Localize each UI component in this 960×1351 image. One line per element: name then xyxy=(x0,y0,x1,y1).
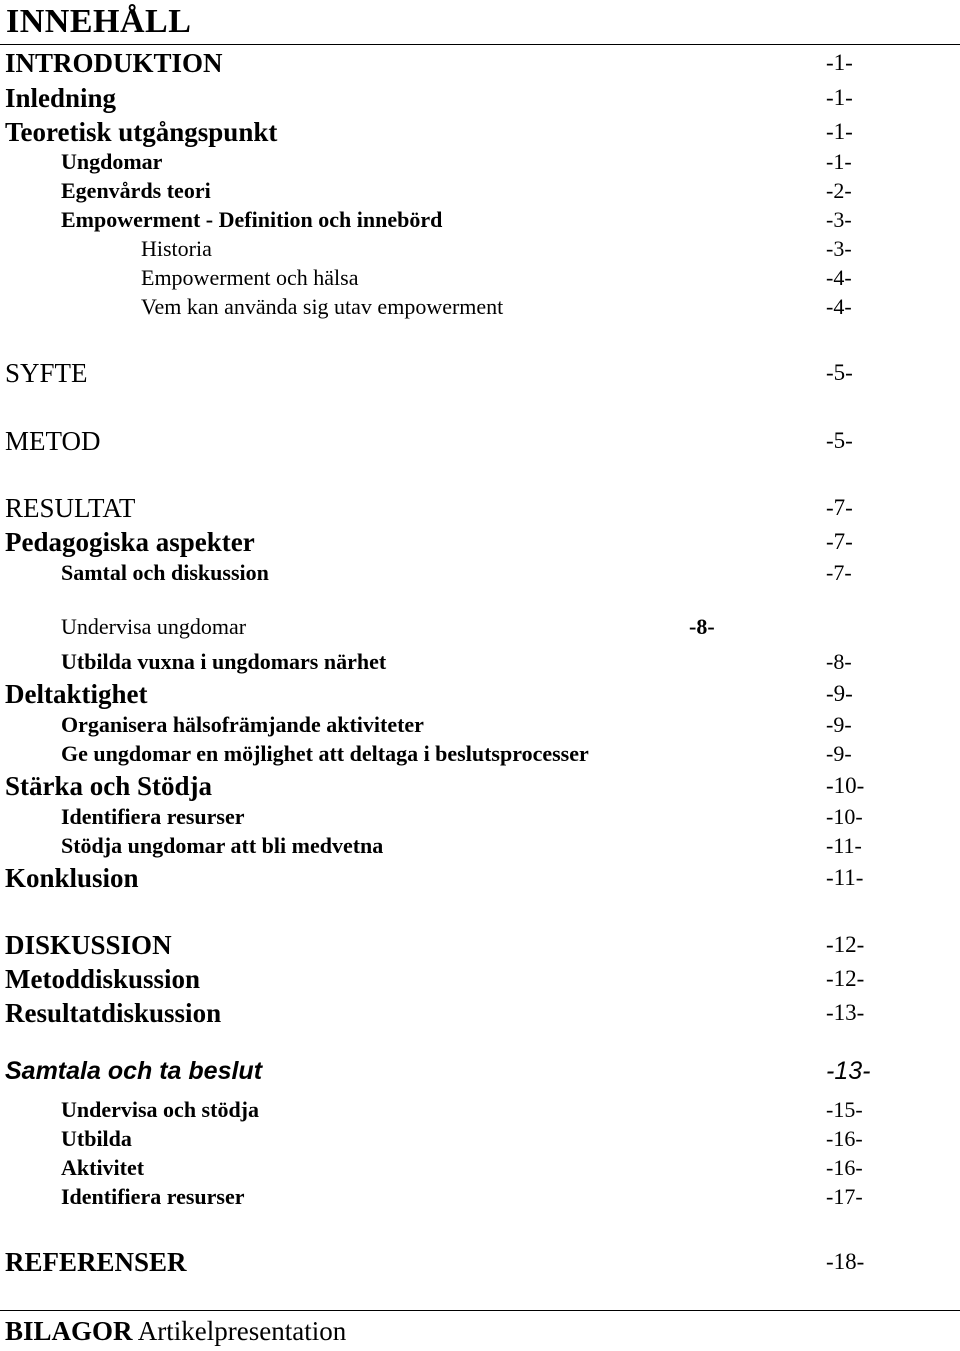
toc-entry-page: -15- xyxy=(826,1097,863,1122)
toc-entry-ge-ungdomar-mojlighet[interactable] xyxy=(0,737,960,771)
toc-entry-metoddiskussion[interactable] xyxy=(0,962,960,996)
toc-entry-diskussion[interactable] xyxy=(0,928,960,962)
toc-entry-label: Metoddiskussion xyxy=(5,964,201,994)
toc-entry-page: -5- xyxy=(826,428,853,453)
toc-entry-page: -8- xyxy=(826,649,852,674)
toc-entry-resultatdiskussion[interactable] xyxy=(0,996,960,1030)
toc-entry-label: Inledning xyxy=(5,83,117,113)
toc-entry-introduktion[interactable] xyxy=(0,46,960,80)
toc-entry-page: -7- xyxy=(826,529,853,554)
toc-entry-page: -16- xyxy=(826,1126,863,1151)
toc-entry-page: -11- xyxy=(826,865,864,890)
toc-entry-label: Organisera hälsofrämjande aktiviteter xyxy=(61,712,424,737)
toc-entry-page: -7- xyxy=(826,560,852,585)
toc-entry-label: Vem kan använda sig utav empowerment xyxy=(141,294,504,319)
toc-entry-resultat[interactable] xyxy=(0,491,960,525)
toc-entry-label: Resultatdiskussion xyxy=(5,998,222,1028)
toc-entry-konklusion[interactable] xyxy=(0,861,960,895)
toc-entry-page: -2- xyxy=(826,178,852,203)
toc-entry-label: Stärka och Stödja xyxy=(5,771,213,801)
toc-entry-undervisa-ungdomar[interactable] xyxy=(0,610,960,644)
toc-entry-page: -8- xyxy=(689,614,715,639)
toc-entry-label: Empowerment - Definition och innebörd xyxy=(61,207,443,232)
toc-entry-identifiera-resurser-2[interactable] xyxy=(0,1180,960,1214)
toc-entry-label: METOD xyxy=(5,426,101,456)
toc-entry-label: Empowerment och hälsa xyxy=(141,265,359,290)
toc-heading: INNEHÅLL xyxy=(6,3,192,40)
toc-entry-label: Deltaktighet xyxy=(5,679,148,709)
bilagor-label: BILAGOR xyxy=(5,1316,133,1346)
toc-entry-label: REFERENSER xyxy=(5,1247,187,1277)
toc-entry-page: -3- xyxy=(826,207,852,232)
toc-entry-label: Konklusion xyxy=(5,863,139,893)
toc-entry-page: -9- xyxy=(826,712,852,737)
toc-entry-label: Teoretisk utgångspunkt xyxy=(5,117,278,147)
toc-entry-page: -1- xyxy=(826,50,853,75)
toc-entry-page: -3- xyxy=(826,236,852,261)
bottom-divider xyxy=(0,1310,960,1311)
toc-entry-deltaktighet[interactable] xyxy=(0,677,960,711)
toc-entry-label: Ge ungdomar en möjlighet att deltaga i beslutsprocesser xyxy=(61,741,589,766)
toc-entry-label: Identifiera resurser xyxy=(61,1184,245,1209)
top-divider xyxy=(0,44,960,45)
toc-entry-page: -12- xyxy=(826,932,865,957)
toc-entry-pedagogiska-aspekter[interactable] xyxy=(0,525,960,559)
toc-entry-referenser[interactable] xyxy=(0,1245,960,1279)
toc-entry-page: -18- xyxy=(826,1249,865,1274)
bilagor-description: Artikelpresentation xyxy=(132,1316,347,1346)
toc-entry-label: Identifiera resurser xyxy=(61,804,245,829)
toc-entry-page: -10- xyxy=(826,804,863,829)
toc-entry-page: -5- xyxy=(826,360,853,385)
toc-entry-page: -13- xyxy=(826,1057,871,1085)
toc-entry-samtala-och-ta-beslut[interactable] xyxy=(0,1054,960,1088)
toc-entry-label: Samtal och diskussion xyxy=(61,560,269,585)
toc-entry-label: Pedagogiska aspekter xyxy=(5,527,255,557)
toc-entry-label: Egenvårds teori xyxy=(61,178,211,203)
toc-entry-vem-kan-anvanda[interactable] xyxy=(0,290,960,324)
toc-entry-page: -13- xyxy=(826,1000,865,1025)
toc-entry-page: -16- xyxy=(826,1155,863,1180)
toc-entry-label: Aktivitet xyxy=(61,1155,145,1180)
toc-entry-label: Samtala och ta beslut xyxy=(5,1057,263,1085)
toc-entry-stodja-ungdomar[interactable] xyxy=(0,829,960,863)
toc-entry-page: -10- xyxy=(826,773,865,798)
toc-entry-page: -11- xyxy=(826,833,862,858)
toc-entry-page: -9- xyxy=(826,681,853,706)
toc-entry-label: INTRODUKTION xyxy=(5,48,223,78)
toc-entry-page: -1- xyxy=(826,119,853,144)
toc-entry-label: DISKUSSION xyxy=(5,930,172,960)
toc-entry-starka-och-stodja[interactable] xyxy=(0,769,960,803)
toc-entry-label: Ungdomar xyxy=(61,149,163,174)
toc-entry-inledning[interactable] xyxy=(0,81,960,115)
toc-entry-page: -1- xyxy=(826,85,853,110)
toc-entry-label: SYFTE xyxy=(5,358,88,388)
toc-entry-page: -1- xyxy=(826,149,852,174)
toc-entry-samtal-och-diskussion[interactable] xyxy=(0,556,960,590)
toc-entry-label: Utbilda xyxy=(61,1126,132,1151)
toc-entry-label: Utbilda vuxna i ungdomars närhet xyxy=(61,649,387,674)
toc-entry-bilagor[interactable] xyxy=(5,1314,346,1348)
toc-entry-page: -9- xyxy=(826,741,852,766)
toc-entry-metod[interactable] xyxy=(0,424,960,458)
toc-entry-syfte[interactable] xyxy=(0,356,960,390)
toc-entry-page: -4- xyxy=(826,265,852,290)
toc-entry-utbilda-vuxna[interactable] xyxy=(0,645,960,679)
toc-entry-label: Undervisa och stödja xyxy=(61,1097,260,1122)
toc-entry-label: Stödja ungdomar att bli medvetna xyxy=(61,833,384,858)
toc-entry-label: Historia xyxy=(141,236,212,261)
toc-entry-page: -17- xyxy=(826,1184,863,1209)
toc-entry-label: Undervisa ungdomar xyxy=(61,614,247,639)
toc-entry-page: -4- xyxy=(826,294,852,319)
toc-entry-label: RESULTAT xyxy=(5,493,136,523)
toc-entry-page: -7- xyxy=(826,495,853,520)
toc-entry-teoretisk-utgangspunkt[interactable] xyxy=(0,115,960,149)
toc-entry-page: -12- xyxy=(826,966,865,991)
